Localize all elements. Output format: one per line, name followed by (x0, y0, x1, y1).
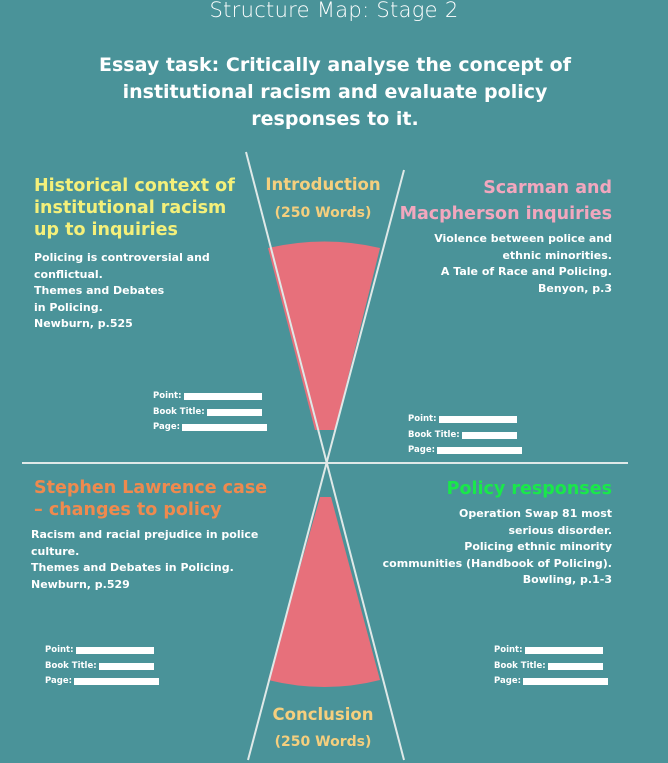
heading-line: Scarman and (483, 178, 612, 198)
note-line: communities (Handbook of Policing). (382, 556, 612, 570)
book-title-label: Book Title: (408, 429, 460, 440)
point-field[interactable] (439, 416, 517, 423)
point-label: Point: (408, 414, 437, 424)
essay-task: Essay task: Critically analyse the concept of institutional racism and evaluate policy responses to it. (98, 54, 572, 130)
page-field[interactable] (523, 678, 608, 685)
note-line: in Policing. (34, 300, 103, 314)
point-field[interactable] (76, 647, 154, 654)
historical-notes (34, 250, 254, 333)
note-line: culture. (31, 544, 80, 558)
book-title-label: Book Title: (153, 406, 205, 417)
scarman-notes (392, 231, 612, 297)
form-lawrence (45, 643, 159, 690)
point-label: Point: (45, 645, 74, 655)
heading-line: Macpherson inquiries (399, 204, 612, 224)
page-title: Structure Map: Stage 2 (209, 0, 459, 22)
note-line: Violence between police and (434, 232, 612, 245)
page-label: Page: (45, 676, 72, 686)
conclusion-funnel-segment (268, 497, 380, 687)
conclusion-label: Conclusion (272, 705, 374, 724)
historical-heading: Historical context of institutional racism up to inquiries (34, 176, 235, 240)
note-line: Bowling, p.1-3 (522, 573, 612, 586)
point-field[interactable] (184, 393, 262, 400)
note-line: Operation Swap 81 most (459, 507, 612, 520)
book-title-field[interactable] (462, 432, 517, 439)
book-title-field[interactable] (548, 663, 603, 670)
intro-words: (250 Words) (274, 205, 372, 221)
note-line: Policing is controversial and (34, 251, 210, 264)
book-title-label: Book Title: (45, 660, 97, 671)
note-line: A Tale of Race and Policing. (440, 265, 612, 278)
note-line: Benyon, p.3 (538, 281, 612, 295)
note-line: Themes and Debates in Policing. (31, 561, 234, 574)
page-field[interactable] (74, 678, 159, 685)
point-label: Point: (494, 645, 523, 655)
page-field[interactable] (182, 424, 267, 431)
note-line: ethnic minorities. (502, 248, 612, 262)
note-line: Themes and Debates (34, 284, 165, 297)
lawrence-notes (31, 527, 271, 593)
policy-heading: Policy responses (446, 479, 612, 499)
point-label: Point: (153, 391, 182, 401)
book-title-field[interactable] (207, 409, 262, 416)
note-line: Racism and racial prejudice in police (31, 528, 259, 541)
page-label: Page: (494, 676, 521, 686)
intro-label: Introduction (265, 175, 381, 194)
scarman-heading (390, 175, 612, 227)
conclusion-words: (250 Words) (274, 734, 372, 750)
form-historical (153, 389, 267, 436)
point-field[interactable] (525, 647, 603, 654)
lawrence-heading (34, 477, 274, 521)
heading-line: Stephen Lawrence case (34, 478, 268, 498)
form-policy (494, 643, 608, 690)
page-label: Page: (153, 422, 180, 432)
note-line: Policing ethnic minority (464, 540, 612, 553)
note-line: conflictual. (34, 267, 103, 281)
page-label: Page: (408, 445, 435, 455)
intro-funnel-segment (268, 242, 380, 431)
book-title-label: Book Title: (494, 660, 546, 671)
form-scarman (408, 412, 522, 459)
note-line: Newburn, p.525 (34, 317, 133, 330)
heading-line: – changes to policy (34, 500, 222, 520)
page-field[interactable] (437, 447, 522, 454)
policy-notes (372, 506, 612, 589)
note-line: Newburn, p.529 (31, 577, 130, 591)
note-line: serious disorder. (508, 523, 612, 537)
book-title-field[interactable] (99, 663, 154, 670)
